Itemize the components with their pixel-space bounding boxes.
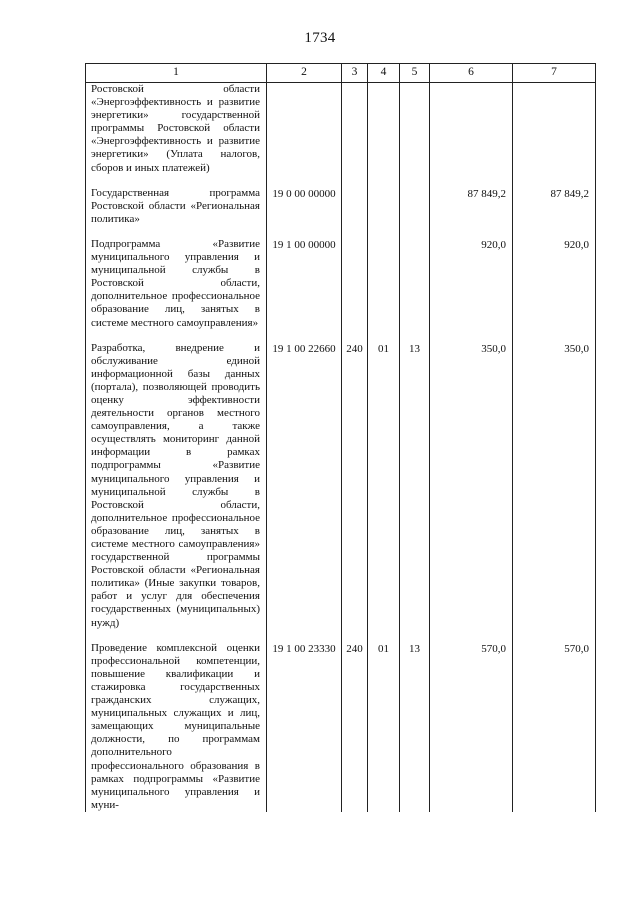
budget-table	[85, 63, 596, 812]
row-amount-2	[513, 83, 596, 175]
row-section	[368, 187, 400, 226]
table-row	[86, 83, 596, 175]
row-target-code: 19 0 00 00000	[267, 187, 342, 226]
row-amount-1: 570,0	[430, 642, 513, 812]
row-amount-1: 87 849,2	[430, 187, 513, 226]
row-name: Подпрограмма «Развитие муниципального управления и муниципальной службы в Ростовской области, дополнительное профессиональное образование лиц, занятых в системе местного самоуправления»	[91, 237, 260, 329]
col-header-7: 7	[513, 64, 596, 83]
row-amount-1	[430, 83, 513, 175]
row-target-code	[267, 83, 342, 175]
row-expense-type: 240	[342, 642, 368, 812]
col-header-3: 3	[342, 64, 368, 83]
row-subsection	[400, 238, 430, 330]
table-row	[86, 187, 596, 226]
row-subsection	[400, 83, 430, 175]
row-name: Государственная программа Ростовской области «Региональная политика»	[91, 186, 260, 225]
row-subsection: 13	[400, 642, 430, 812]
row-amount-2: 920,0	[513, 238, 596, 330]
row-amount-2: 350,0	[513, 342, 596, 630]
row-amount-2: 570,0	[513, 642, 596, 812]
page-number: 1734	[304, 30, 336, 46]
table-row	[86, 342, 596, 630]
row-section: 01	[368, 342, 400, 630]
row-name: Разработка, внедрение и обслуживание единой информационной базы данных (портала), позволяющей проводить оценку эффективности деятельности органов местного самоуправления, а также осуществлять мониторинг данной информации в рамках подпрограммы «Развитие муниципального управления и муниципальной службы в Ростовской области, дополнительное профессиональное образование лиц, занятых в системе местного самоуправления» государственной программы Ростовской области «Региональная политика» (Иные закупки товаров, работ и услуг для обеспечения государственных (муниципальных) нужд)	[91, 341, 260, 629]
row-amount-1: 920,0	[430, 238, 513, 330]
row-expense-type	[342, 187, 368, 226]
row-name: Проведение комплексной оценки профессиональной компетенции, повышение квалификации и стажировка государственных гражданских служащих, муниципальных служащих и лиц, замещающих муниципальные должности, по программам дополнительного профессионального образования в рамках подпрограммы «Развитие муниципального управления и муни-	[91, 641, 260, 811]
header-row	[86, 64, 596, 83]
row-name: Ростовской области «Энергоэффективность и развитие энергетики» государственной программы Ростовской области «Энергоэффективность и развитие энергетики» (Уплата налогов, сборов и иных платежей)	[91, 83, 260, 174]
col-header-5: 5	[400, 64, 430, 83]
table-row	[86, 238, 596, 330]
row-expense-type: 240	[342, 342, 368, 630]
row-expense-type	[342, 83, 368, 175]
row-subsection	[400, 187, 430, 226]
table-row	[86, 642, 596, 812]
col-header-2: 2	[267, 64, 342, 83]
row-subsection: 13	[400, 342, 430, 630]
row-target-code: 19 1 00 22660	[267, 342, 342, 630]
col-header-1: 1	[86, 64, 267, 83]
row-section: 01	[368, 642, 400, 812]
row-expense-type	[342, 238, 368, 330]
col-header-4: 4	[368, 64, 400, 83]
row-target-code: 19 1 00 00000	[267, 238, 342, 330]
row-amount-2: 87 849,2	[513, 187, 596, 226]
row-section	[368, 83, 400, 175]
row-amount-1: 350,0	[430, 342, 513, 630]
col-header-6: 6	[430, 64, 513, 83]
row-section	[368, 238, 400, 330]
row-target-code: 19 1 00 23330	[267, 642, 342, 812]
